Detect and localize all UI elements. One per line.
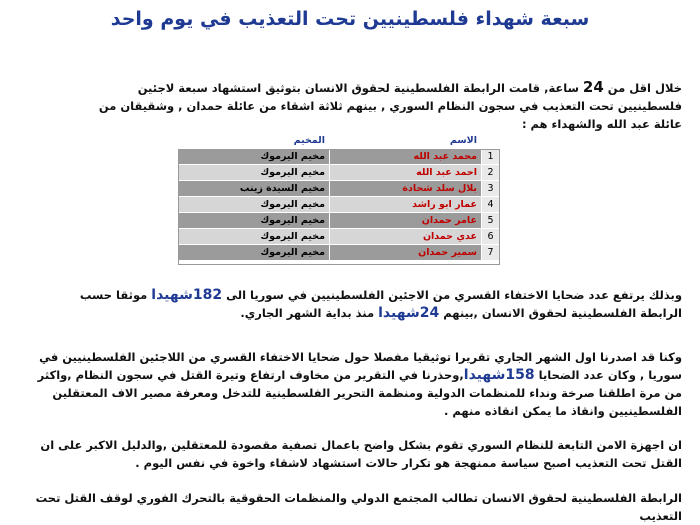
martyrs-table [178, 132, 500, 261]
row-name: بلال سلد شحادة [330, 181, 482, 197]
row-camp: مخيم اليرموك [179, 165, 330, 181]
row-camp: مخيم السيدة زينب [179, 181, 330, 197]
page-title: سبعة شهداء فلسطينيين تحت التعذيب في يوم واحد [110, 8, 590, 30]
row-number: 2 [482, 165, 500, 181]
table-row [179, 213, 500, 229]
row-name: محمد عبد الله [330, 149, 482, 165]
row-number: 4 [482, 197, 500, 213]
report-text-c: ,وحذرنا في التقرير من مخاوف ارتفاع وتيرة القتل في سجون النظام ,واكثر من مرة اطلقنا صرخة ونداء للمنظمات الدولية ومنظمة التحرير الفلسطينية للتدخل ومعرفة مصير الاف المعتقلين الفلسطينيين وانقاذ ما يمكن انقاذه منهم . [37, 368, 682, 418]
header-camp: المخيم [179, 133, 330, 149]
toll-month-martyrs: 24شهيدا [378, 305, 440, 321]
table-row [179, 245, 500, 261]
row-number: 3 [482, 181, 500, 197]
row-name: عامر حمدان [330, 213, 482, 229]
toll-paragraph [70, 286, 682, 322]
toll-text-c: موثقا حسب الرابطة الفلسطينية لحقوق الانسان ,بينهم [79, 288, 682, 320]
intro-paragraph [70, 78, 682, 133]
row-name: عدي حمدان [330, 229, 482, 245]
row-number: 1 [482, 149, 500, 165]
row-name: سمير حمدان [330, 245, 482, 261]
intro-text-after: ساعة, قامت الرابطة الفلسطينية لحقوق الانسان بتوثيق استشهاد سبعة لاجئين فلسطينيين تحت التعذيب في سجون النظام السوري , بينهم ثلاثة اشقاء من عائلة حمدان , وشقيقان من عائلة عبد الله والشهداء هم : [98, 81, 682, 131]
toll-text-a: وبذلك يرتفع عدد ضحايا الاختفاء القسري من الاجئين الفلسطينيين في سوريا الى [222, 288, 682, 302]
table-row [179, 181, 500, 197]
header-name: الاسم [330, 133, 482, 149]
security-paragraph: ان اجهزة الامن التابعة للنظام السوري تقوم بشكل واضح باعمال تصفية مقصودة للمعتقلين ,والدليل الاكبر على ان القتل تحت التعذيب اصبح سياسة ممنهجة هو تكرار حالات استشهاد لاشقاء واخوة في نفس اليوم . [40, 438, 682, 470]
row-camp: مخيم اليرموك [179, 149, 330, 165]
toll-total-martyrs: 182شهيدا [151, 287, 223, 303]
row-camp: مخيم اليرموك [179, 213, 330, 229]
table-row [179, 229, 500, 245]
table-row [179, 149, 500, 165]
closing-paragraph: الرابطة الفلسطينية لحقوق الانسان تطالب المجتمع الدولي والمنظمات الحقوقية بالتحرك الفوري لوقف القتل تحت التعذيب [35, 491, 682, 523]
table-header-row [179, 133, 500, 149]
row-number: 7 [482, 245, 500, 261]
header-number [482, 133, 500, 149]
row-number: 6 [482, 229, 500, 245]
report-text-a: وكنا قد اصدرنا اول الشهر الجاري تقريرا توثيقيا مفصلا حول ضحايا الاختفاء القسري من اللاجئين الفلسطينيين في سوريا , وكان عدد الضحايا [39, 350, 682, 382]
row-number: 5 [482, 213, 500, 229]
intro-text-before: خلال اقل من [603, 81, 682, 95]
row-name: احمد عبد الله [330, 165, 482, 181]
toll-text-e: منذ بداية الشهر الجاري. [240, 306, 379, 320]
row-name: عمار ابو راشد [330, 197, 482, 213]
row-camp: مخيم اليرموك [179, 197, 330, 213]
row-camp: مخيم اليرموك [179, 229, 330, 245]
table-row [179, 165, 500, 181]
row-camp: مخيم اليرموك [179, 245, 330, 261]
report-paragraph [26, 348, 682, 420]
intro-highlight-number: 24 [582, 78, 604, 96]
table-row [179, 197, 500, 213]
report-martyrs-count: 158شهيدا [463, 367, 535, 383]
